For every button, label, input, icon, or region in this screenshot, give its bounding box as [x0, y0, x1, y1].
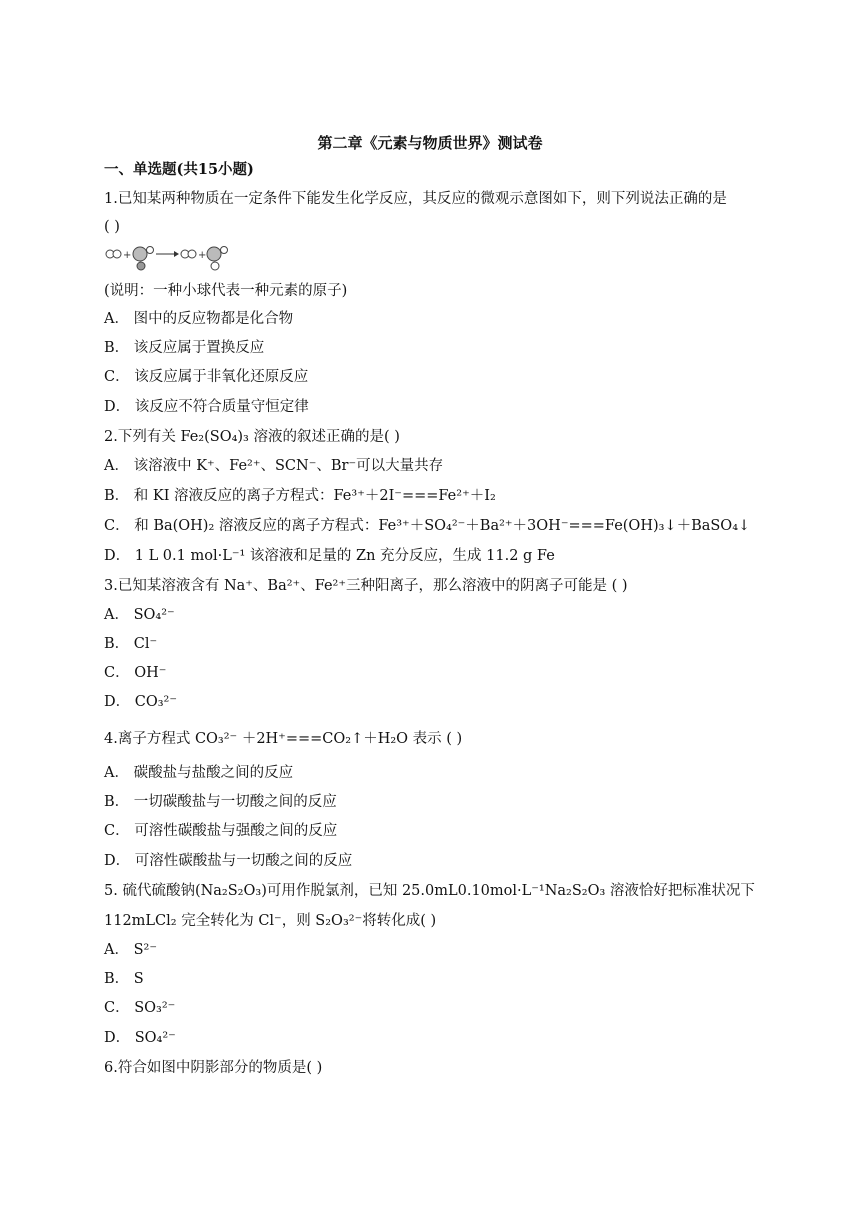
question-4-stem: 4.离子方程式 CO₃²⁻ ＋2H⁺===CO₂↑＋H₂O 表示 ( )	[104, 731, 463, 747]
svg-text:+: +	[198, 250, 207, 261]
question-3-option-d: D． CO₃²⁻	[104, 694, 177, 710]
reaction-diagram	[104, 244, 254, 272]
question-4-option-c: C． 可溶性碳酸盐与强酸之间的反应	[104, 823, 338, 839]
question-3-stem: 3.已知某溶液含有 Na⁺、Ba²⁺、Fe²⁺三种阳离子，那么溶液中的阴离子可能是 ( )	[104, 578, 628, 594]
question-1-option-d: D． 该反应不符合质量守恒定律	[104, 399, 309, 415]
question-1-note: (说明：一种小球代表一种元素的原子)	[104, 283, 348, 299]
question-5-option-c: C． SO₃²⁻	[104, 1000, 176, 1016]
question-2-stem: 2.下列有关 Fe₂(SO₄)₃ 溶液的叙述正确的是( )	[104, 429, 400, 445]
page-title: 第二章《元素与物质世界》测试卷	[317, 134, 543, 152]
question-6-stem: 6.符合如图中阴影部分的物质是( )	[104, 1060, 323, 1076]
question-1-option-a: A． 图中的反应物都是化合物	[104, 311, 294, 327]
question-1-option-b: B． 该反应属于置换反应	[104, 340, 265, 356]
question-5-option-d: D． SO₄²⁻	[104, 1030, 176, 1046]
question-4-option-b: B． 一切碳酸盐与一切酸之间的反应	[104, 794, 337, 810]
question-2-option-a: A． 该溶液中 K⁺、Fe²⁺、SCN⁻、Br⁻可以大量共存	[104, 458, 444, 474]
question-1-stem-cont: ( )	[104, 219, 120, 235]
question-3-option-c: C． OH⁻	[104, 665, 167, 681]
molecule-diatomic	[106, 250, 121, 258]
question-1-option-c: C． 该反应属于非氧化还原反应	[104, 369, 309, 385]
molecule-product-1	[181, 250, 196, 258]
molecule-compound	[133, 247, 154, 271]
question-4-option-d: D． 可溶性碳酸盐与一切酸之间的反应	[104, 853, 353, 869]
question-5-option-b: B． S	[104, 971, 144, 987]
question-1-stem: 1.已知某两种物质在一定条件下能发生化学反应，其反应的微观示意图如下，则下列说法正确的是	[104, 191, 727, 207]
section-heading: 一、单选题(共15小题)	[104, 161, 254, 178]
question-3-option-a: A． SO₄²⁻	[104, 607, 175, 623]
question-2-option-d: D． 1 L 0.1 mol·L⁻¹ 该溶液和足量的 Zn 充分反应，生成 11.2 g Fe	[104, 548, 555, 564]
svg-text:+: +	[123, 250, 132, 261]
question-5-stem: 5. 硫代硫酸钠(Na₂S₂O₃)可用作脱氯剂，已知 25.0mL0.10mol·L⁻¹Na₂S₂O₃ 溶液恰好把标准状况下	[104, 883, 755, 899]
question-2-option-c: C． 和 Ba(OH)₂ 溶液反应的离子方程式：Fe³⁺＋SO₄²⁻＋Ba²⁺＋3OH⁻===Fe(OH)₃↓＋BaSO₄↓	[104, 518, 751, 534]
question-5-stem-cont: 112mLCl₂ 完全转化为 Cl⁻，则 S₂O₃²⁻将转化成( )	[104, 913, 437, 929]
molecule-product-2	[207, 247, 228, 271]
question-3-option-b: B． Cl⁻	[104, 636, 158, 652]
question-4-option-a: A． 碳酸盐与盐酸之间的反应	[104, 765, 294, 781]
question-5-option-a: A． S²⁻	[104, 942, 157, 958]
question-2-option-b: B． 和 KI 溶液反应的离子方程式：Fe³⁺＋2I⁻===Fe²⁺＋I₂	[104, 488, 496, 504]
